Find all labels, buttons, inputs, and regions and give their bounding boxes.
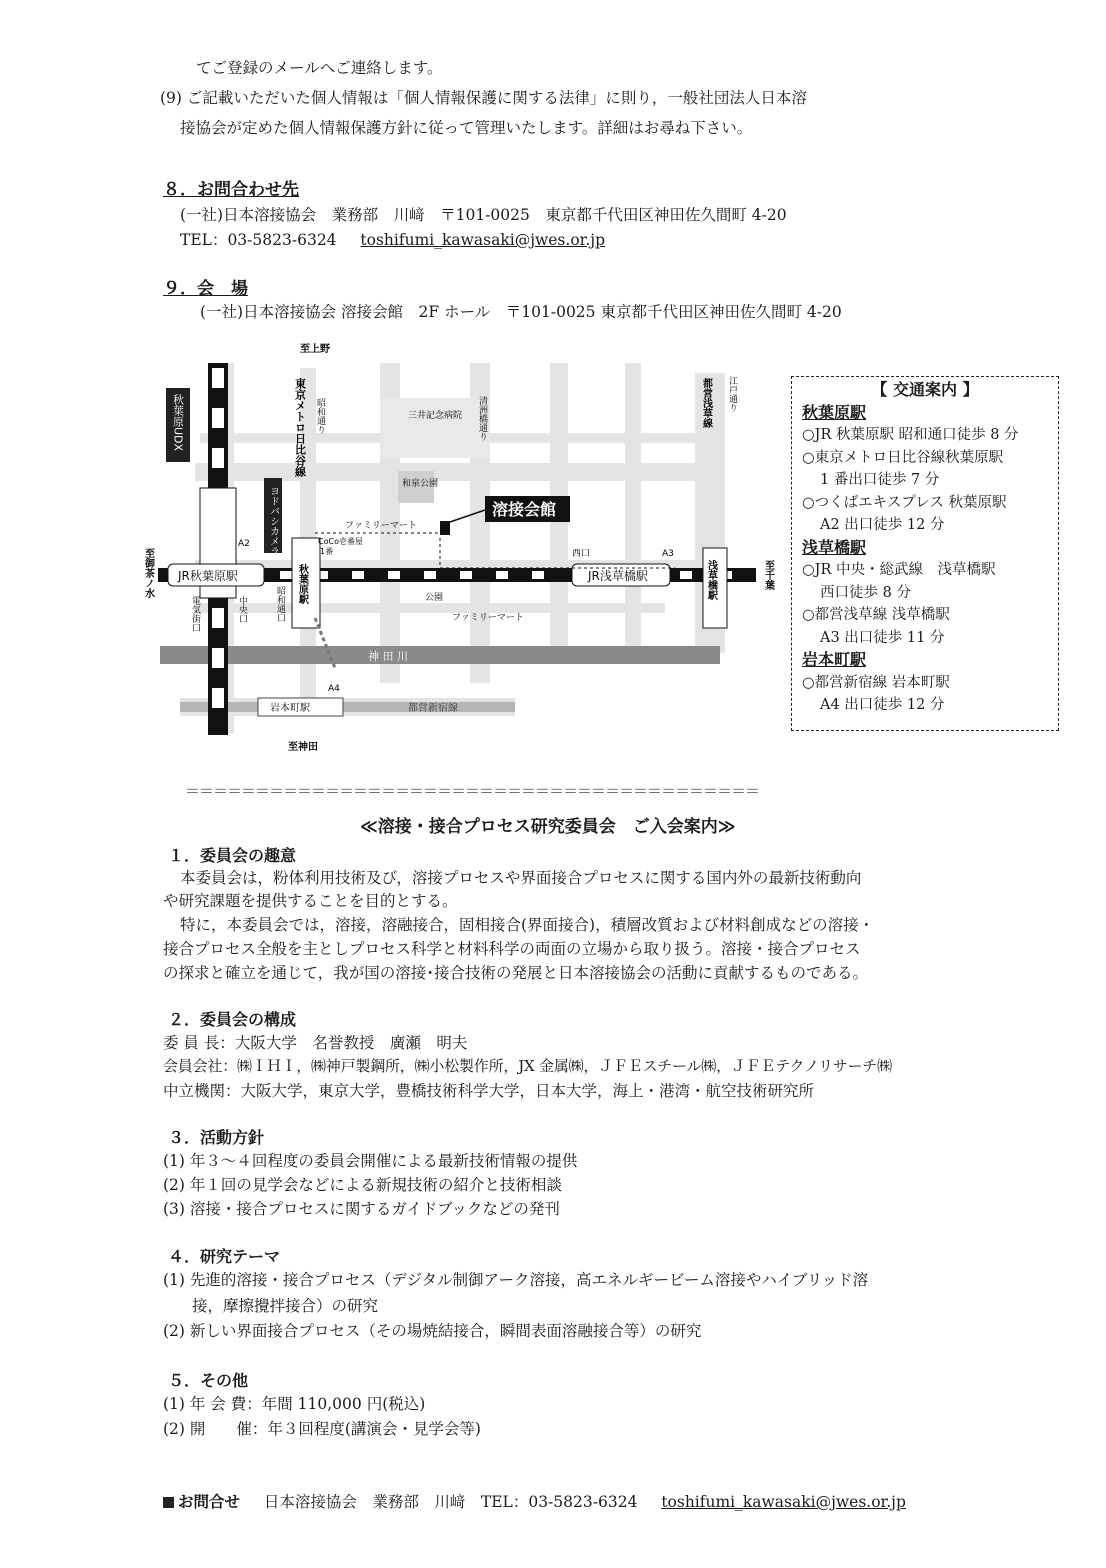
a2-label: A2	[238, 539, 250, 549]
contact-tel-row	[180, 228, 605, 250]
jr-akihabara-label: JR秋葉原駅	[178, 569, 238, 583]
square-bullet-icon	[163, 1497, 174, 1508]
park-label: 公園	[425, 593, 444, 603]
transit-asakusabashi-1: ○JR 中央・総武線 浅草橋駅	[802, 562, 996, 578]
s2-line1: 委 員 長：大阪大学 名誉教授 廣瀬 明夫	[163, 1034, 468, 1052]
contact-heading: ８．お問合わせ先	[163, 180, 299, 200]
s1-line4: 接合プロセス全般を主としプロセス科学と材料科学の両面の立場から取り扱う。溶接・接合プロセス	[163, 940, 861, 958]
cocoichi-label: CoCo壱番屋	[318, 537, 363, 546]
exit1-label: 1番	[320, 547, 334, 556]
contact-tel: TEL：03-5823-6324	[180, 231, 337, 249]
block	[380, 398, 490, 458]
footer-contact	[163, 1490, 906, 1512]
s1-line3: 特に，本委員会では，溶接，溶融接合，固相接合(界面接合)，積層改質および材料創成などの溶接・	[180, 916, 875, 934]
item9-line1: (9) ご記載いただいた個人情報は「個人情報保護に関する法律」に則り，一般社団法人日本溶	[160, 89, 807, 107]
to-ochanomizu: 至御茶ノ水	[142, 548, 154, 598]
kanda-river-label: 神 田 川	[368, 650, 408, 663]
venue-address: (一社)日本溶接協会 溶接会館 2F ホール 〒101-0025 東京都千代田区神田佐久間町 4-20	[200, 303, 842, 321]
izumi-park-label: 和泉公園	[402, 479, 439, 489]
separator: ＝＝＝＝＝＝＝＝＝＝＝＝＝＝＝＝＝＝＝＝＝＝＝＝＝＝＝＝＝＝＝＝＝＝＝＝＝＝＝＝＝	[185, 782, 760, 800]
s1-heading: １．委員会の趣意	[168, 846, 297, 865]
venue-label: 溶接会館	[492, 500, 557, 519]
transit-iwamotocho-1: ○都営新宿線 岩本町駅	[802, 674, 950, 691]
s1-line2: や研究課題を提供することを目的とする。	[163, 892, 458, 910]
yodobashi-label: ヨドバシカメラ	[267, 486, 279, 556]
s1-line5: の探求と確立を通じて，我が国の溶接･接合技術の発展と日本溶接協会の活動に貢献するものである。	[163, 964, 868, 982]
s1-line1: 本委員会は，粉体利用技術及び，溶接プロセスや界面接合プロセスに関する国内外の最新技術動向	[180, 869, 862, 887]
to-ueno: 至上野	[300, 344, 330, 355]
transit-asakusabashi-4: A3 出口徒歩 11 分	[820, 629, 945, 646]
akihabara-station-label: 秋葉原駅	[296, 564, 308, 604]
transit-akihabara-1: ○JR 秋葉原駅 昭和通口徒歩 8 分	[802, 427, 1019, 443]
denki-gai-label: 電気街口	[190, 596, 200, 632]
to-chiba: 至千葉	[762, 560, 774, 590]
udx-label: 秋葉原UDX	[171, 394, 185, 452]
to-kanda: 至神田	[288, 742, 318, 753]
family-mart2-label: ファミリーマート	[452, 613, 524, 623]
showa-dori-label: 昭和通り	[315, 398, 325, 434]
mitsui-hospital-label: 三井記念病院	[408, 411, 463, 421]
s3-heading: ３．活動方針	[168, 1128, 265, 1147]
jr-asakusabashi-label: JR浅草橋駅	[588, 569, 648, 583]
transit-akihabara-5: A2 出口徒歩 12 分	[820, 517, 945, 533]
hibiya-line-label: 東京メトロ日比谷線	[293, 378, 307, 477]
transit-iwamotocho-2: A4 出口徒歩 12 分	[820, 697, 945, 713]
s4-line1: (1) 先進的溶接・接合プロセス（デジタル制御アーク溶接，高エネルギービーム溶接やハイブリッド溶	[163, 1271, 869, 1289]
transit-asakusabashi-3: ○都営浅草線 浅草橋駅	[802, 607, 950, 623]
item9-line2: 接協会が定めた個人情報保護方針に従って管理いたします。詳細はお尋ね下さい。	[180, 119, 753, 137]
transit-asakusabashi-2: 西口徒歩 8 分	[820, 584, 911, 601]
venue-map	[140, 338, 780, 758]
transit-akihabara: 秋葉原駅	[802, 402, 867, 422]
venue-heading: ９．会 場	[163, 279, 248, 299]
showa-guchi-label: 昭和通口	[275, 586, 285, 622]
a4-label: A4	[328, 684, 340, 694]
transit-title: 【 交通案内 】	[871, 380, 979, 399]
transit-akihabara-4: ○つくばエキスプレス 秋葉原駅	[802, 494, 1007, 511]
shinjuku-line-label: 都営新宿線	[408, 703, 458, 714]
s2-line3: 中立機関：大阪大学，東京大学，豊橋技術科学大学，日本大学，海上・港湾・航空技術研究所	[163, 1082, 815, 1100]
a3-label: A3	[662, 549, 674, 559]
s4-line2: 接，摩擦攪拌接合）の研究	[192, 1297, 379, 1315]
footer-text: 日本溶接協会 業務部 川﨑 TEL：03-5823-6324	[263, 1493, 638, 1511]
seiwa-dori-label: 清洲橋通り	[477, 396, 487, 441]
iwamotocho-label: 岩本町駅	[270, 703, 310, 714]
transit-iwamotocho: 岩本町駅	[802, 650, 867, 669]
asakusabashi-station-label: 浅草橋駅	[705, 560, 717, 600]
chuo-guchi-label: 中央口	[237, 596, 247, 623]
edo-dori-label: 江戸通り	[727, 376, 737, 412]
transit-asakusabashi: 浅草橋駅	[802, 537, 867, 557]
s3-line1: (1) 年３～４回程度の委員会開催による最新技術情報の提供	[163, 1152, 578, 1170]
s2-line2: 会員会社：㈱ＩＨＩ，㈱神戸製鋼所，㈱小松製作所，JX 金属㈱，ＪＦＥスチール㈱，ＪＦＥテクノリサーチ㈱	[163, 1057, 892, 1075]
contact-email-link[interactable]: toshifumi_kawasaki@jwes.or.jp	[360, 231, 606, 249]
footer-label: お問合せ	[178, 1493, 241, 1511]
footer-email-link[interactable]: toshifumi_kawasaki@jwes.or.jp	[661, 1493, 906, 1511]
venue-marker	[440, 521, 450, 535]
transit-guide	[791, 376, 1059, 731]
nishiguchi-label: 西口	[572, 549, 591, 559]
s3-line2: (2) 年１回の見学会などによる新規技術の紹介と技術相談	[163, 1176, 562, 1194]
s4-heading: ４．研究テーマ	[168, 1247, 281, 1266]
shinjuku-line	[180, 702, 515, 712]
s5-line1: (1) 年 会 費：年間 110,000 円(税込)	[163, 1395, 426, 1413]
intro-line: てご登録のメールへご連絡します。	[196, 59, 443, 77]
s5-line2: (2) 開 催：年３回程度(講演会・見学会等)	[163, 1420, 481, 1438]
guide-title: ≪溶接・接合プロセス研究委員会 ご入会案内≫	[360, 817, 736, 837]
s4-line3: (2) 新しい界面接合プロセス（その場焼結接合，瞬間表面溶融接合等）の研究	[163, 1322, 702, 1340]
transit-akihabara-2: ○東京メトロ日比谷線秋葉原駅	[802, 449, 1004, 466]
family-mart-label: ファミリーマート	[345, 521, 417, 531]
kanda-river	[160, 646, 720, 664]
transit-akihabara-3: 1 番出口徒歩 7 分	[820, 472, 940, 488]
contact-address: (一社)日本溶接協会 業務部 川﨑 〒101-0025 東京都千代田区神田佐久間町 4-20	[180, 206, 787, 224]
s3-line3: (3) 溶接・接合プロセスに関するガイドブックなどの発刊	[163, 1200, 560, 1218]
toei-asakusa-label: 都営浅草線	[700, 378, 712, 428]
s2-heading: ２．委員会の構成	[168, 1010, 297, 1029]
s5-heading: ５．その他	[168, 1371, 249, 1390]
